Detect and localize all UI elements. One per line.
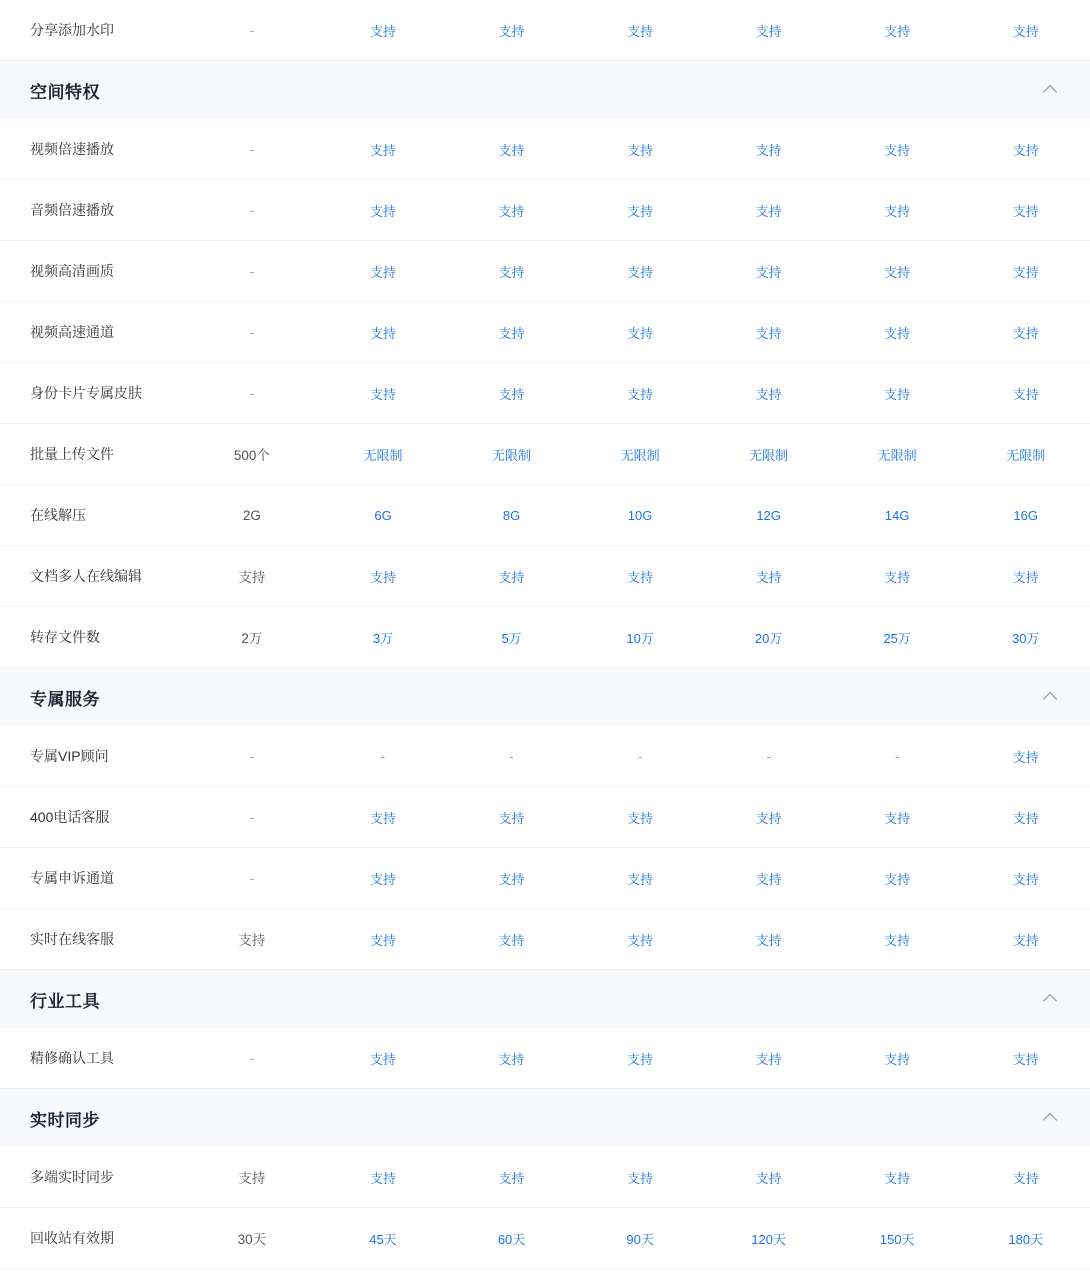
feature-value-cell: 支持 [238,1171,266,1186]
feature-value-cell: 120天 [751,1231,786,1247]
feature-value-cell: - [249,202,255,218]
feature-name-cell: 精修确认工具 [30,1050,114,1066]
feature-value-cell: 180天 [1008,1231,1044,1247]
feature-value-cell: 支持 [498,569,525,585]
feature-value-cell: 支持 [627,1051,654,1067]
table-row [0,1028,1090,1089]
feature-value-cell: 支持 [884,23,911,39]
feature-value-cell: 无限制 [620,447,660,463]
feature-value-cell: 支持 [498,810,525,826]
feature-value-cell: 支持 [370,142,397,158]
feature-value-cell: 支持 [370,23,397,39]
feature-group-header-inner [0,1089,1090,1147]
feature-value-cell: 无限制 [1006,447,1046,463]
feature-value-cell: 支持 [238,933,266,948]
feature-name-cell: 在线解压 [30,507,86,523]
feature-name-cell: 专属申诉通道 [30,870,114,886]
feature-value-cell: 支持 [755,264,782,280]
feature-name-cell: 音频倍速播放 [30,202,114,218]
table-row [0,607,1090,668]
feature-group-title: 专属服务 [30,689,100,709]
feature-value-cell: 支持 [627,871,654,887]
feature-value-cell: 支持 [755,325,782,341]
table-row [0,909,1090,970]
table-row [0,848,1090,909]
feature-value-cell: 支持 [755,569,782,585]
feature-name-cell: 实时在线客服 [30,931,114,947]
feature-value-cell: 支持 [1012,749,1039,765]
chevron-up-icon[interactable] [1044,82,1060,98]
feature-value-cell: 30天 [237,1232,267,1247]
table-row [0,302,1090,363]
feature-value-cell: 90天 [626,1231,654,1247]
feature-value-cell: 45天 [369,1231,397,1247]
feature-group-header[interactable] [0,970,1090,1029]
feature-value-cell: 支持 [498,142,525,158]
feature-value-cell: 支持 [627,1170,654,1186]
feature-name-cell: 分享添加水印 [30,22,114,38]
table-row [0,1208,1090,1269]
feature-value-cell: 20万 [754,630,783,646]
feature-group-header[interactable] [0,668,1090,727]
feature-value-cell: 支持 [370,1051,397,1067]
feature-value-cell: 支持 [884,203,911,219]
feature-value-cell: 支持 [498,386,525,402]
feature-value-cell: 支持 [627,203,654,219]
feature-value-cell: 14G [884,507,910,523]
feature-value-cell: 10万 [626,630,654,646]
table-row [0,119,1090,180]
feature-group-header-cell [0,668,1090,727]
feature-name-cell: 文档多人在线编辑 [30,568,142,584]
feature-value-cell: 支持 [755,142,782,158]
feature-value-cell: 3万 [372,630,394,646]
table-row [0,1147,1090,1208]
feature-group-header-inner [0,61,1090,119]
feature-value-cell: 支持 [370,810,397,826]
feature-group-header[interactable] [0,61,1090,120]
feature-value-cell: 支持 [498,932,525,948]
feature-value-cell: 支持 [755,810,782,826]
feature-value-cell: 支持 [498,1051,525,1067]
feature-value-cell: 5万 [501,630,522,646]
feature-value-cell: 支持 [627,325,654,341]
table-row [0,787,1090,848]
feature-value-cell: 支持 [755,23,782,39]
feature-value-cell: 30万 [1011,630,1040,646]
feature-value-cell: 60天 [497,1231,526,1247]
table-row [0,241,1090,302]
feature-group-title: 实时同步 [30,1110,100,1130]
feature-name-cell: 专属VIP顾问 [30,748,109,764]
feature-value-cell: 支持 [884,142,911,158]
feature-value-cell: 支持 [755,932,782,948]
table-row [0,180,1090,241]
feature-value-cell: 25万 [883,630,911,646]
feature-value-cell: 2万 [241,631,263,646]
feature-value-cell: 支持 [1012,871,1039,887]
chevron-up-icon[interactable] [1044,689,1060,705]
feature-value-cell: 支持 [1012,1170,1039,1186]
feature-value-cell: 支持 [1012,142,1039,158]
feature-value-cell: - [249,324,255,340]
feature-value-cell: 支持 [884,386,911,402]
feature-value-cell: - [249,809,255,825]
feature-value-cell: 支持 [627,569,654,585]
table-row [0,485,1090,546]
feature-value-cell: 支持 [755,1170,782,1186]
feature-group-header-cell [0,61,1090,120]
feature-value-cell: 500个 [233,448,270,463]
feature-value-cell: 10G [627,507,653,523]
feature-value-cell: - [249,870,255,886]
table-row [0,424,1090,485]
feature-value-cell: 支持 [884,569,911,585]
feature-name-cell: 视频高速通道 [30,324,114,340]
feature-value-cell: 支持 [370,203,397,219]
feature-group-header-inner [0,970,1090,1028]
table-row [0,0,1090,61]
feature-value-cell: 支持 [884,810,911,826]
feature-value-cell: - [766,748,771,764]
feature-value-cell: 8G [502,507,521,523]
feature-group-title: 行业工具 [30,991,100,1011]
feature-name-cell: 转存文件数 [30,629,100,645]
feature-value-cell: 12G [756,507,781,523]
feature-value-cell: 支持 [884,932,911,948]
feature-value-cell: - [249,263,255,279]
feature-value-cell: 支持 [1012,810,1039,826]
feature-value-cell: 支持 [1012,386,1039,402]
feature-value-cell: 无限制 [877,447,917,463]
feature-value-cell: - [249,385,255,401]
table-row [0,546,1090,607]
feature-value-cell: 150天 [879,1231,915,1247]
chevron-up-icon[interactable] [1044,991,1060,1007]
feature-value-cell: 支持 [1012,1051,1039,1067]
feature-value-cell: 支持 [1012,23,1039,39]
feature-value-cell: - [249,1050,255,1066]
feature-value-cell: 无限制 [492,447,532,463]
feature-group-header-cell [0,1089,1090,1148]
feature-value-cell: - [637,748,643,764]
feature-value-cell: - [249,141,255,157]
feature-value-cell: 支持 [1012,203,1039,219]
feature-value-cell: - [249,22,255,38]
feature-value-cell: - [249,748,255,764]
feature-value-cell: 支持 [498,203,525,219]
feature-value-cell: 支持 [627,932,654,948]
feature-value-cell: 支持 [498,1170,525,1186]
feature-name-cell: 身份卡片专属皮肤 [30,385,142,401]
feature-name-cell: 视频高清画质 [30,263,114,279]
feature-value-cell: 支持 [370,569,397,585]
feature-group-header-inner [0,668,1090,726]
feature-value-cell: 支持 [370,1170,397,1186]
feature-value-cell: 无限制 [363,447,403,463]
table-row [0,363,1090,424]
feature-value-cell: 支持 [370,264,397,280]
feature-value-cell: 支持 [884,325,911,341]
feature-name-cell: 批量上传文件 [30,446,114,462]
feature-value-cell: 支持 [1012,932,1039,948]
feature-value-cell: 支持 [1012,325,1039,341]
table-row [0,726,1090,787]
feature-value-cell: - [894,748,900,764]
feature-value-cell: 支持 [884,1051,911,1067]
feature-value-cell: 16G [1013,507,1038,523]
feature-value-cell: 支持 [498,325,525,341]
feature-name-cell: 多端实时同步 [30,1169,114,1185]
feature-value-cell: 支持 [370,386,397,402]
feature-value-cell: 支持 [627,810,654,826]
feature-value-cell: - [509,748,514,764]
chevron-up-icon[interactable] [1044,1110,1060,1126]
feature-value-cell: 支持 [627,23,654,39]
feature-value-cell: 支持 [627,264,654,280]
feature-value-cell: 2G [242,507,261,523]
feature-value-cell: 支持 [1012,569,1039,585]
feature-value-cell: 无限制 [749,447,789,463]
feature-value-cell: 支持 [370,871,397,887]
feature-value-cell: 支持 [627,142,654,158]
feature-value-cell: 支持 [238,570,266,585]
feature-value-cell: 支持 [1012,264,1039,280]
feature-value-cell: 6G [374,507,392,523]
feature-value-cell: 支持 [498,264,525,280]
feature-value-cell: 支持 [755,871,782,887]
feature-value-cell: 支持 [884,871,911,887]
feature-group-title: 空间特权 [30,82,100,102]
feature-value-cell: 支持 [755,386,782,402]
feature-value-cell: 支持 [755,1051,782,1067]
feature-value-cell: 支持 [884,1170,911,1186]
feature-value-cell: 支持 [498,871,525,887]
feature-value-cell: 支持 [884,264,911,280]
feature-value-cell: 支持 [370,932,397,948]
feature-name-cell: 回收站有效期 [30,1230,114,1246]
feature-value-cell: - [380,748,386,764]
feature-group-header-cell [0,970,1090,1029]
feature-value-cell: 支持 [755,203,782,219]
feature-value-cell: 支持 [370,325,397,341]
feature-value-cell: 支持 [498,23,525,39]
feature-value-cell: 支持 [627,386,654,402]
feature-name-cell: 400电话客服 [30,809,110,825]
feature-group-header[interactable] [0,1089,1090,1148]
feature-name-cell: 视频倍速播放 [30,141,114,157]
